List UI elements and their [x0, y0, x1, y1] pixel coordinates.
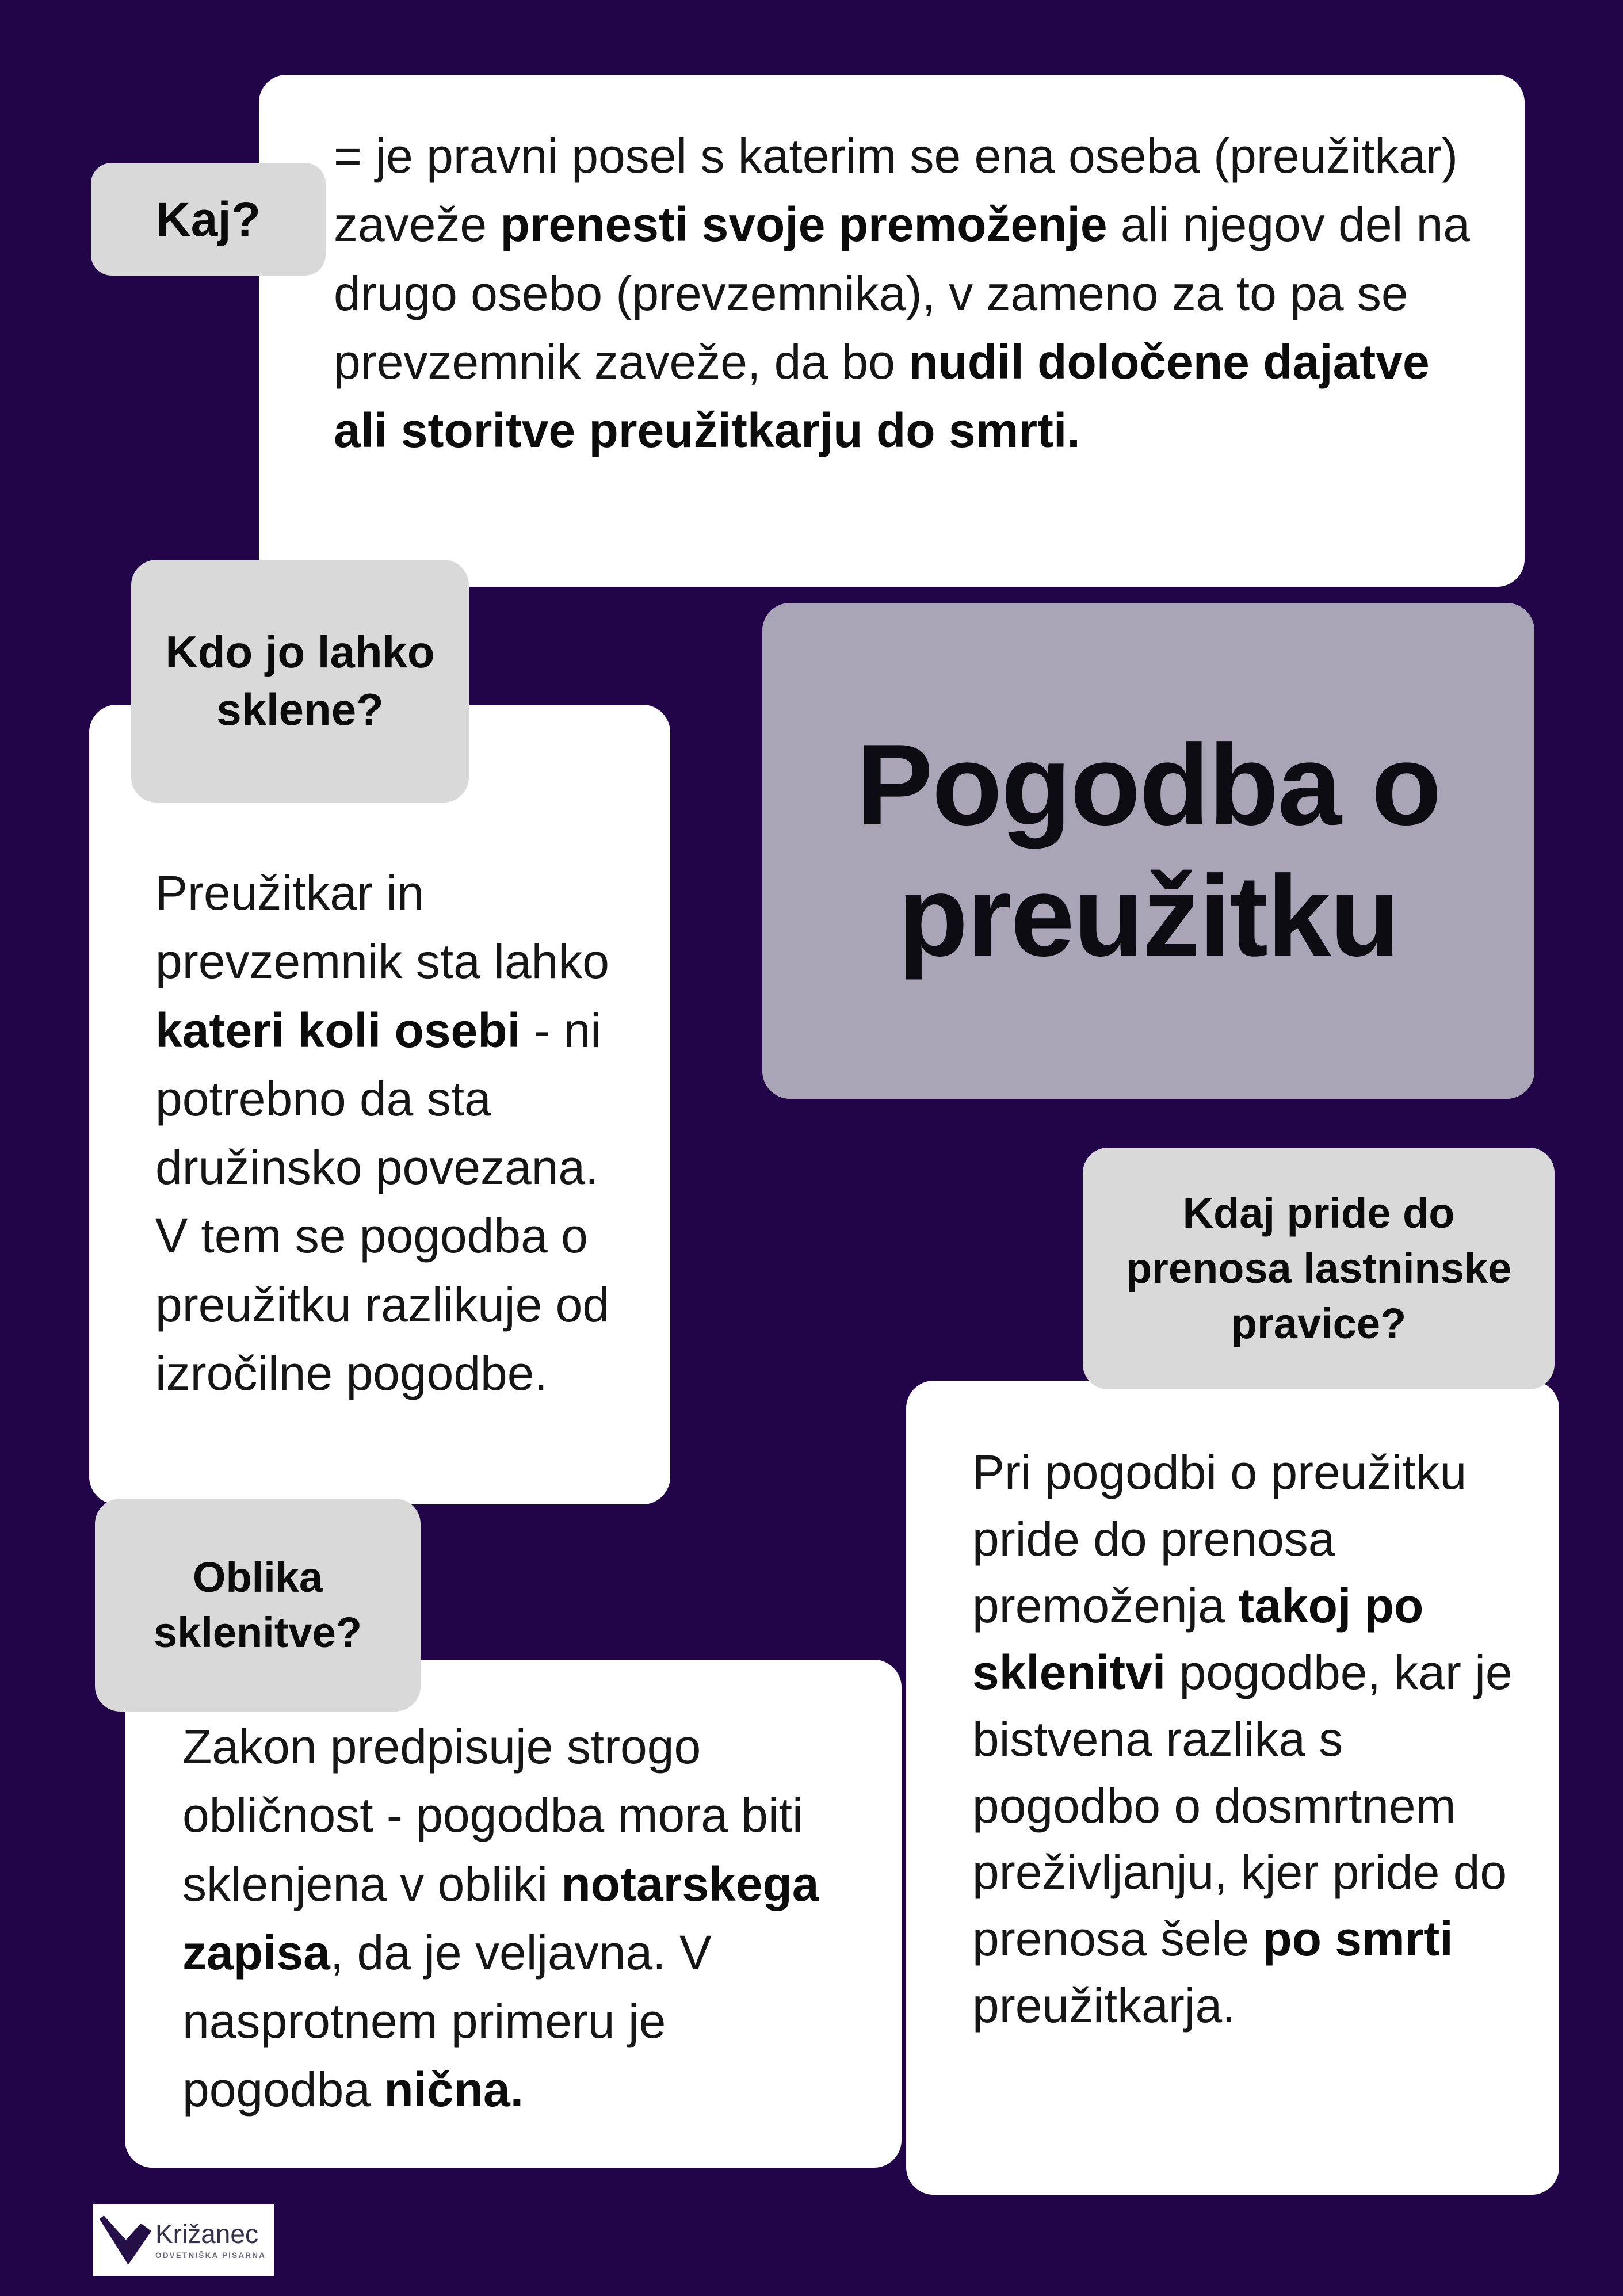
card-what-definition [259, 75, 1525, 587]
card-who-can-conclude [89, 705, 670, 1504]
what-definition-text: = je pravni posel s katerim se ena oseba (preužitkar) zaveže prenesti svoje premoženje ali njegov del na drugo osebo (prevzemnika), v zameno za to pa se prevzemnik zaveže, da bo nudil določene dajatve ali storitve preužitkarju do smrti. [334, 129, 1470, 458]
krizanec-logo [93, 2204, 274, 2276]
card-ownership-transfer [906, 1381, 1559, 2195]
label-what-question: Kaj? [91, 163, 326, 276]
card-form-of-conclusion [125, 1660, 902, 2168]
poster-title: Pogodba o preužitku [856, 721, 1441, 980]
who-can-conclude-text: Preužitkar in prevzemnik sta lahko kateri koli osebi - ni potrebno da sta družinsko povezana. V tem se pogodba o preužitku razlikuje od izročilne pogodbe. [155, 866, 610, 1400]
logo-text-block [155, 2220, 266, 2260]
ownership-transfer-text: Pri pogodbi o preužitku pride do prenosa premoženja takoj po sklenitvi pogodbe, kar je bistvena razlika s pogodbo o dosmrtnem preživljanju, kjer pride do prenosa šele po smrti preužitkarja. [972, 1445, 1513, 2033]
label-who-question: Kdo jo lahko sklene? [131, 560, 469, 803]
label-transfer-question: Kdaj pride do prenosa lastninske pravice? [1083, 1148, 1555, 1389]
label-form-question: Oblika sklenitve? [95, 1499, 421, 1712]
checkmark-icon [97, 2210, 152, 2270]
logo-name: Križanec [155, 2218, 258, 2249]
title-box [762, 603, 1534, 1099]
logo-subtitle: ODVETNIŠKA PISARNA [155, 2251, 266, 2260]
form-of-conclusion-text: Zakon predpisuje strogo obličnost - pogodba mora biti sklenjena v obliki notarskega zapisa, da je veljavna. V nasprotnem primeru je pogodba nična. [182, 1720, 819, 2117]
